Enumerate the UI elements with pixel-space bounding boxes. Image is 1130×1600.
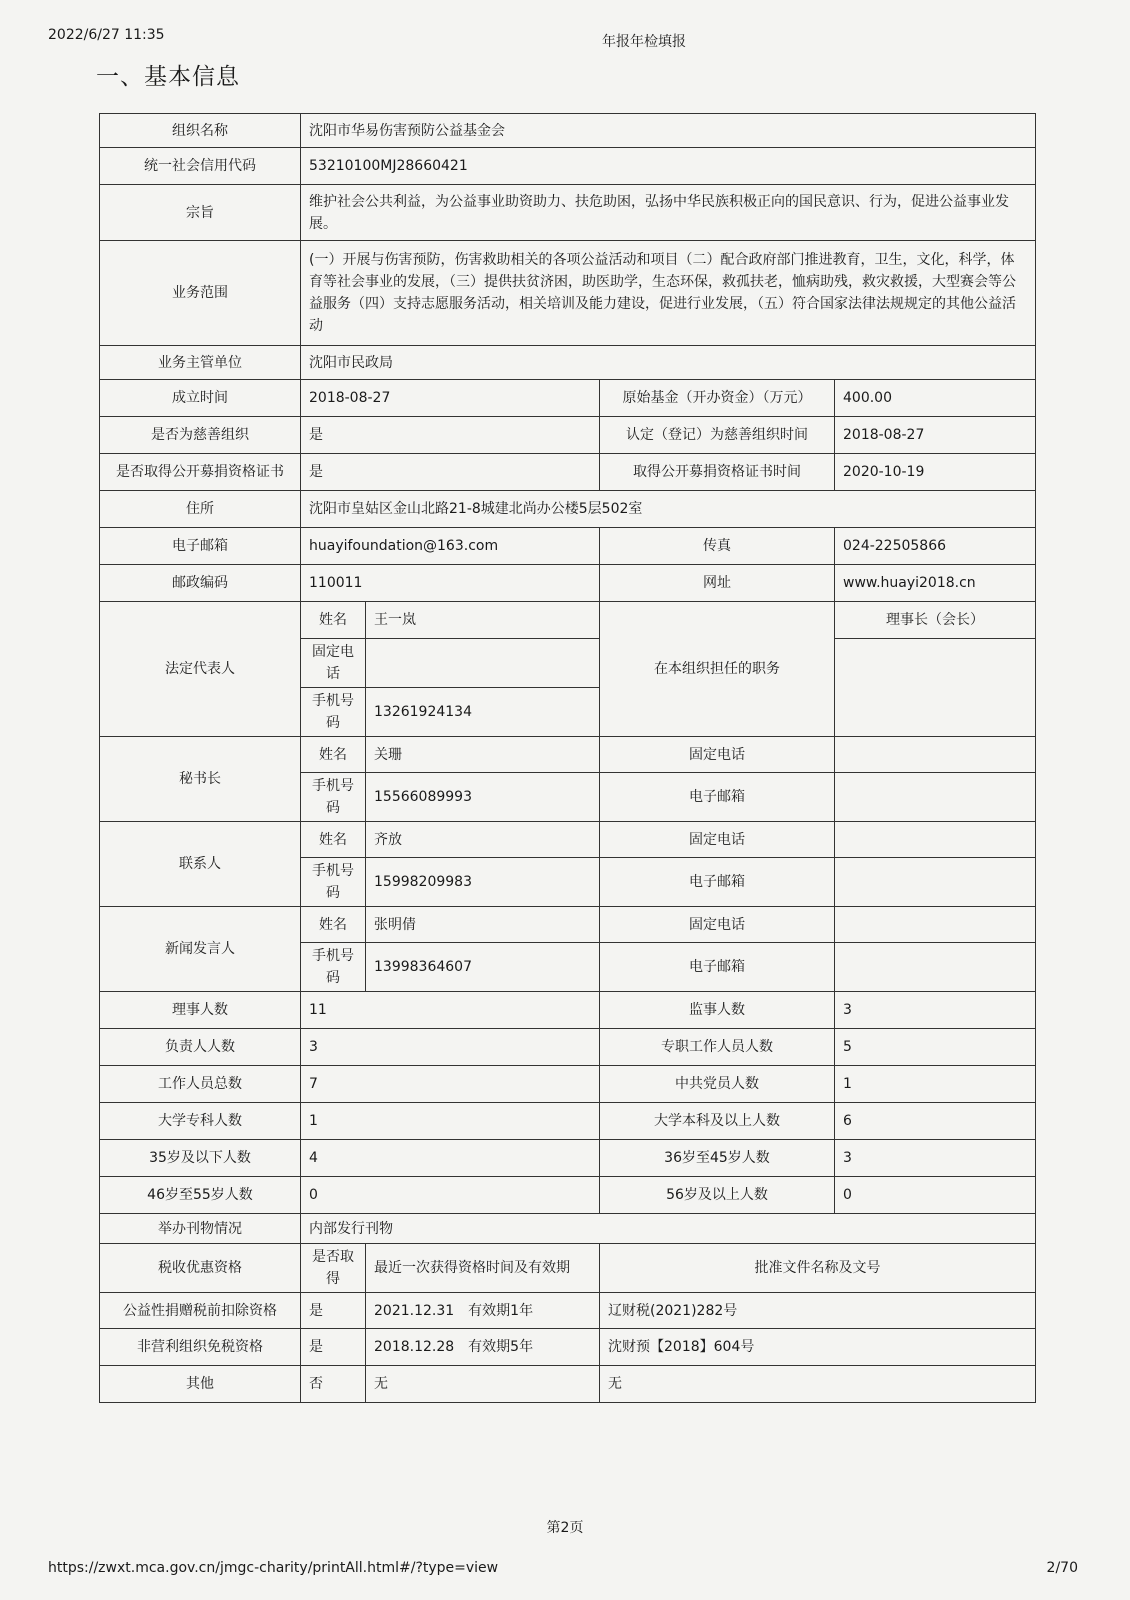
age56-label: 56岁及以上人数 bbox=[600, 1177, 835, 1214]
fulltime-label: 专职工作人员人数 bbox=[600, 1029, 835, 1066]
section-title: 一、基本信息 bbox=[96, 64, 240, 90]
credit-code-value: 53210100MJ28660421 bbox=[301, 148, 1036, 185]
leaders-value: 3 bbox=[301, 1029, 600, 1066]
website-value: www.huayi2018.cn bbox=[835, 565, 1036, 602]
org-name-label: 组织名称 bbox=[100, 114, 301, 148]
directors-value: 11 bbox=[301, 992, 600, 1029]
contact-name-label: 姓名 bbox=[301, 822, 366, 858]
charity-date-value: 2018-08-27 bbox=[835, 417, 1036, 454]
secretary-phone-label: 固定电话 bbox=[600, 737, 835, 773]
bachelor-label: 大学本科及以上人数 bbox=[600, 1103, 835, 1140]
fax-label: 传真 bbox=[600, 528, 835, 565]
spokesperson-mobile: 13998364607 bbox=[366, 943, 600, 992]
legal-rep-label: 法定代表人 bbox=[100, 602, 301, 737]
fundraise-date-label: 取得公开募捐资格证书时间 bbox=[600, 454, 835, 491]
secretary-name-label: 姓名 bbox=[301, 737, 366, 773]
charity-date-label: 认定（登记）为慈善组织时间 bbox=[600, 417, 835, 454]
party-label: 中共党员人数 bbox=[600, 1066, 835, 1103]
secretary-phone bbox=[835, 737, 1036, 773]
party-value: 1 bbox=[835, 1066, 1036, 1103]
print-datetime: 2022/6/27 11:35 bbox=[48, 27, 165, 43]
secretary-label: 秘书长 bbox=[100, 737, 301, 822]
contact-phone bbox=[835, 822, 1036, 858]
page-count: 2/70 bbox=[1046, 1560, 1078, 1576]
legal-rep-name: 王一岚 bbox=[366, 602, 600, 639]
legal-rep-position: 理事长（会长） bbox=[835, 602, 1036, 639]
tax-row-doc: 沈财预【2018】604号 bbox=[600, 1329, 1036, 1366]
legal-rep-mobile: 13261924134 bbox=[366, 688, 600, 737]
spokesperson-name: 张明倩 bbox=[366, 907, 600, 943]
tax-row-time: 2021.12.31 有效期1年 bbox=[366, 1293, 600, 1329]
spokesperson-phone-label: 固定电话 bbox=[600, 907, 835, 943]
tax-row-label: 其他 bbox=[100, 1366, 301, 1403]
age46-55-value: 0 bbox=[301, 1177, 600, 1214]
age36-45-label: 36岁至45岁人数 bbox=[600, 1140, 835, 1177]
secretary-email bbox=[835, 773, 1036, 822]
credit-code-label: 统一社会信用代码 bbox=[100, 148, 301, 185]
secretary-mobile: 15566089993 bbox=[366, 773, 600, 822]
legal-rep-mobile-label: 手机号码 bbox=[301, 688, 366, 737]
address-value: 沈阳市皇姑区金山北路21-8城建北尚办公楼5层502室 bbox=[301, 491, 1036, 528]
age35-label: 35岁及以下人数 bbox=[100, 1140, 301, 1177]
contact-email bbox=[835, 858, 1036, 907]
founded-value: 2018-08-27 bbox=[301, 380, 600, 417]
legal-rep-position-blank bbox=[835, 639, 1036, 737]
spokesperson-phone bbox=[835, 907, 1036, 943]
tax-label: 税收优惠资格 bbox=[100, 1244, 301, 1293]
org-name-value: 沈阳市华易伤害预防公益基金会 bbox=[301, 114, 1036, 148]
website-label: 网址 bbox=[600, 565, 835, 602]
footer-url: https://zwxt.mca.gov.cn/jmgc-charity/printAll.html#/?type=view bbox=[48, 1560, 499, 1576]
age46-55-label: 46岁至55岁人数 bbox=[100, 1177, 301, 1214]
supervisor-value: 沈阳市民政局 bbox=[301, 346, 1036, 380]
spokesperson-label: 新闻发言人 bbox=[100, 907, 301, 992]
tax-row-label: 非营利组织免税资格 bbox=[100, 1329, 301, 1366]
fulltime-value: 5 bbox=[835, 1029, 1036, 1066]
contact-mobile-label: 手机号码 bbox=[301, 858, 366, 907]
contact-email-label: 电子邮箱 bbox=[600, 858, 835, 907]
postcode-label: 邮政编码 bbox=[100, 565, 301, 602]
fundraise-label: 是否取得公开募捐资格证书 bbox=[100, 454, 301, 491]
age35-value: 4 bbox=[301, 1140, 600, 1177]
tax-row-obtained: 是 bbox=[301, 1329, 366, 1366]
college-value: 1 bbox=[301, 1103, 600, 1140]
tax-row-obtained: 否 bbox=[301, 1366, 366, 1403]
legal-rep-phone bbox=[366, 639, 600, 688]
spokesperson-email-label: 电子邮箱 bbox=[600, 943, 835, 992]
college-label: 大学专科人数 bbox=[100, 1103, 301, 1140]
bachelor-value: 6 bbox=[835, 1103, 1036, 1140]
basic-info-table bbox=[99, 113, 1036, 1403]
secretary-name: 关珊 bbox=[366, 737, 600, 773]
tax-obtained-header: 是否取得 bbox=[301, 1244, 366, 1293]
founded-label: 成立时间 bbox=[100, 380, 301, 417]
publication-label: 举办刊物情况 bbox=[100, 1214, 301, 1244]
email-value: huayifoundation@163.com bbox=[301, 528, 600, 565]
publication-value: 内部发行刊物 bbox=[301, 1214, 1036, 1244]
charity-label: 是否为慈善组织 bbox=[100, 417, 301, 454]
legal-rep-name-label: 姓名 bbox=[301, 602, 366, 639]
spokesperson-email bbox=[835, 943, 1036, 992]
spokesperson-mobile-label: 手机号码 bbox=[301, 943, 366, 992]
supervisors-value: 3 bbox=[835, 992, 1036, 1029]
tax-doc-header: 批准文件名称及文号 bbox=[600, 1244, 1036, 1293]
contact-name: 齐放 bbox=[366, 822, 600, 858]
staff-label: 工作人员总数 bbox=[100, 1066, 301, 1103]
tax-row-doc: 辽财税(2021)282号 bbox=[600, 1293, 1036, 1329]
staff-value: 7 bbox=[301, 1066, 600, 1103]
legal-rep-position-label: 在本组织担任的职务 bbox=[600, 602, 835, 737]
fundraise-date-value: 2020-10-19 bbox=[835, 454, 1036, 491]
secretary-mobile-label: 手机号码 bbox=[301, 773, 366, 822]
legal-rep-phone-label: 固定电话 bbox=[301, 639, 366, 688]
fund-value: 400.00 bbox=[835, 380, 1036, 417]
tax-row-doc: 无 bbox=[600, 1366, 1036, 1403]
scope-value: (一）开展与伤害预防，伤害救助相关的各项公益活动和项目（二）配合政府部门推进教育，卫生，文化，科学，体育等社会事业的发展，（三）提供扶贫济困，助医助学，生态环保，救孤扶老，恤病助残，救灾救援，大型赛会等公益服务（四）支持志愿服务活动，相关培训及能力建设，促进行业发展，（五）符合国家法律法规规定的其他公益活动 bbox=[301, 241, 1036, 346]
tax-row-time: 无 bbox=[366, 1366, 600, 1403]
postcode-value: 110011 bbox=[301, 565, 600, 602]
age36-45-value: 3 bbox=[835, 1140, 1036, 1177]
fund-label: 原始基金（开办资金）（万元） bbox=[600, 380, 835, 417]
tax-row-obtained: 是 bbox=[301, 1293, 366, 1329]
age56-value: 0 bbox=[835, 1177, 1036, 1214]
contact-label: 联系人 bbox=[100, 822, 301, 907]
secretary-email-label: 电子邮箱 bbox=[600, 773, 835, 822]
scope-label: 业务范围 bbox=[100, 241, 301, 346]
purpose-value: 维护社会公共利益，为公益事业助资助力、扶危助困，弘扬中华民族积极正向的国民意识、行为，促进公益事业发展。 bbox=[301, 185, 1036, 241]
page-number: 第2页 bbox=[546, 1520, 584, 1536]
spokesperson-name-label: 姓名 bbox=[301, 907, 366, 943]
charity-value: 是 bbox=[301, 417, 600, 454]
email-label: 电子邮箱 bbox=[100, 528, 301, 565]
print-header-title: 年报年检填报 bbox=[602, 34, 686, 50]
tax-time-header: 最近一次获得资格时间及有效期 bbox=[366, 1244, 600, 1293]
supervisors-label: 监事人数 bbox=[600, 992, 835, 1029]
tax-row-time: 2018.12.28 有效期5年 bbox=[366, 1329, 600, 1366]
fax-value: 024-22505866 bbox=[835, 528, 1036, 565]
leaders-label: 负责人人数 bbox=[100, 1029, 301, 1066]
purpose-label: 宗旨 bbox=[100, 185, 301, 241]
tax-row-label: 公益性捐赠税前扣除资格 bbox=[100, 1293, 301, 1329]
directors-label: 理事人数 bbox=[100, 992, 301, 1029]
contact-phone-label: 固定电话 bbox=[600, 822, 835, 858]
contact-mobile: 15998209983 bbox=[366, 858, 600, 907]
address-label: 住所 bbox=[100, 491, 301, 528]
supervisor-label: 业务主管单位 bbox=[100, 346, 301, 380]
fundraise-value: 是 bbox=[301, 454, 600, 491]
